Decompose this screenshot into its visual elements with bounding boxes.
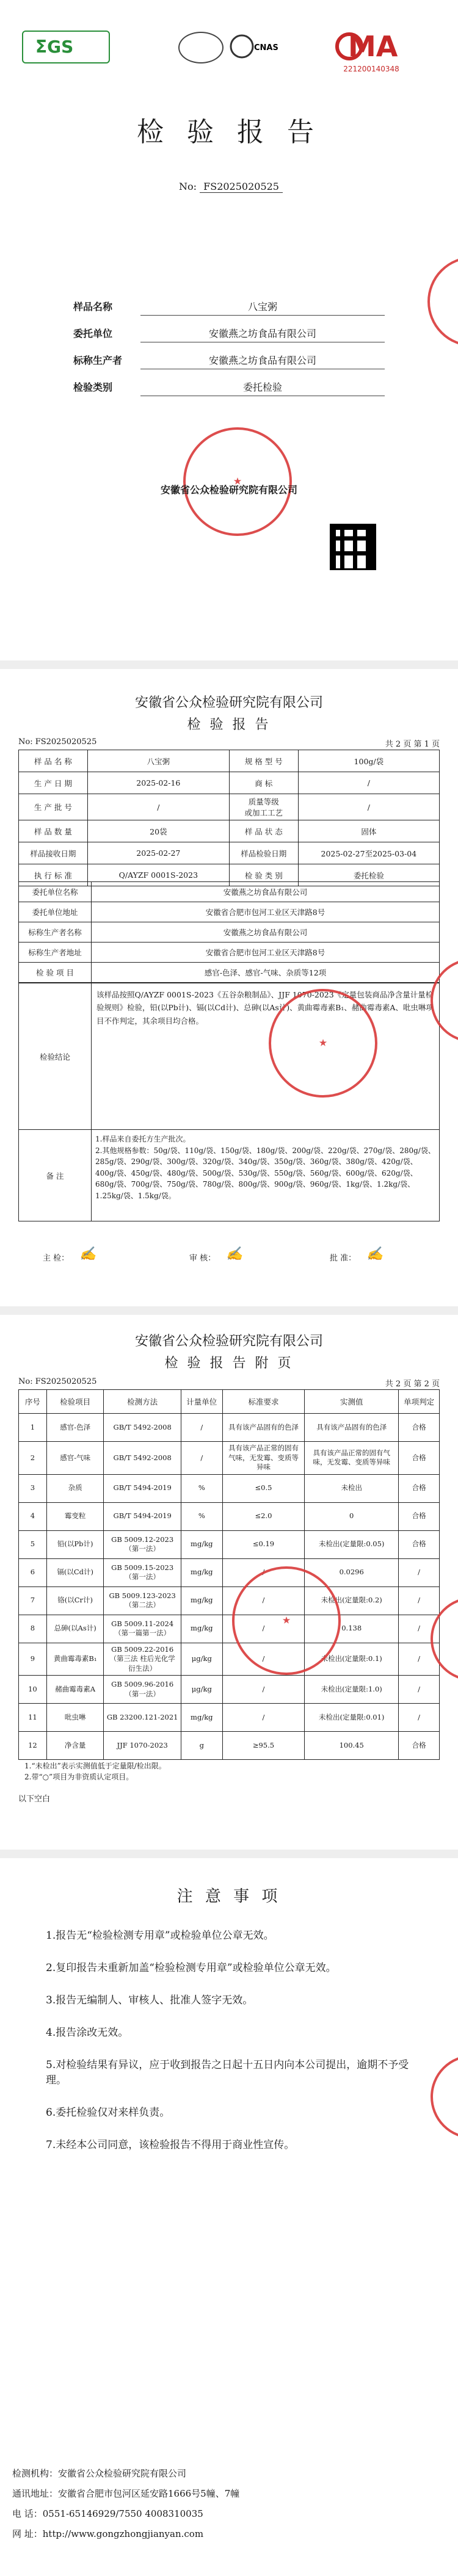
- edge-seal-cover: [427, 256, 458, 347]
- table-row: [19, 882, 440, 902]
- table-cell: 合格: [399, 1414, 440, 1442]
- cover-institute: 安徽省公众检验研究院有限公司: [160, 484, 297, 496]
- table-cell: 合格: [399, 1530, 440, 1558]
- cma-logo: [335, 28, 408, 72]
- appendix-institute: 安徽省公众检验研究院有限公司: [134, 1334, 323, 1349]
- table-row: [19, 1615, 440, 1643]
- field-value: 安徽省合肥市包河工业区天津路8号: [92, 902, 440, 922]
- appendix-page: [0, 1316, 458, 1847]
- table-cell: GB 5009.11-2024（第一篇第一法）: [104, 1615, 181, 1643]
- table-cell: GB/T 5492-2008: [104, 1442, 181, 1475]
- table-cell: /: [399, 1558, 440, 1586]
- table-cell: 6: [19, 1558, 47, 1586]
- table-cell: 5: [19, 1530, 47, 1558]
- appendix-footnotes: 1.“未检出”表示实测值低于定量限/检出限。 2.带“○”项目为非资质认定项目。: [24, 1762, 166, 1781]
- table-row: [19, 963, 440, 983]
- field-label: 商 标: [229, 772, 298, 794]
- table-cell: %: [181, 1474, 222, 1502]
- appendix-title: 检 验 报 告 附 页: [164, 1356, 294, 1371]
- table-cell: 11: [19, 1704, 47, 1732]
- field-label: 委托单位名称: [19, 882, 92, 902]
- field-value: 委托检验: [298, 864, 439, 886]
- table-cell: GB 5009.96-2016（第一法）: [104, 1676, 181, 1704]
- table-cell: mg/kg: [181, 1558, 222, 1586]
- table-cell: /: [399, 1615, 440, 1643]
- table-row: [19, 1676, 440, 1704]
- report-no: No: FS2025020525: [18, 737, 97, 747]
- table-cell: 3: [19, 1474, 47, 1502]
- table-cell: GB/T 5494-2019: [104, 1502, 181, 1530]
- table-cell: mg/kg: [181, 1530, 222, 1558]
- cnas-logo: [230, 32, 278, 61]
- table-cell: /: [399, 1586, 440, 1615]
- table-cell: 未检出(定量限:1.0): [305, 1676, 399, 1704]
- table-cell: /: [222, 1586, 304, 1615]
- table-cell: ≤2.0: [222, 1502, 304, 1530]
- field-value: 安徽燕之坊食品有限公司: [92, 922, 440, 942]
- table-row: [19, 1558, 440, 1586]
- report-pages: 共 2 页 第 1 页: [385, 740, 440, 749]
- table-cell: ≤0.19: [222, 1530, 304, 1558]
- field-value: 100g/袋: [298, 750, 439, 772]
- table-cell: GB 23200.121-2021: [104, 1704, 181, 1732]
- table-cell: 0.0296: [305, 1558, 399, 1586]
- table-cell: 12: [19, 1732, 47, 1760]
- table-cell: 杂质: [46, 1474, 104, 1502]
- table-cell: GB 5009.22-2016（第三法 柱后光化学衍生法）: [104, 1643, 181, 1676]
- table-cell: ≥95.5: [222, 1732, 304, 1760]
- table-cell: 10: [19, 1676, 47, 1704]
- sign-reviewer: ✍: [226, 1246, 243, 1262]
- field-label: 标称生产者名称: [19, 922, 92, 942]
- table-cell: 感官-气味: [46, 1442, 104, 1475]
- report-seal: ★: [269, 989, 377, 1098]
- table-cell: 总砷(以As计): [46, 1615, 104, 1643]
- field-label: 质量等级 或加工工艺: [229, 794, 298, 820]
- svg-text:CNAS: CNAS: [254, 43, 278, 52]
- notice-item: 3.报告无编制人、审核人、批准人签字无效。: [46, 1994, 253, 2006]
- table-cell: 赭曲霉毒素A: [46, 1676, 104, 1704]
- table-cell: /: [222, 1558, 304, 1586]
- contact-block: [12, 2464, 239, 2544]
- notice-item: 4.报告涂改无效。: [46, 2027, 129, 2039]
- field-value: /: [87, 794, 229, 820]
- table-cell: 100.45: [305, 1732, 399, 1760]
- table-cell: mg/kg: [181, 1615, 222, 1643]
- appendix-seal: ★: [232, 1566, 341, 1675]
- appendix-pages: 共 2 页 第 2 页: [385, 1380, 440, 1389]
- field-value: 固体: [298, 820, 439, 842]
- contact-website[interactable]: 网 址：http://www.gongzhongjianyan.com: [12, 2528, 204, 2539]
- sign-inspector: ✍: [79, 1246, 96, 1262]
- table-row: [19, 1502, 440, 1530]
- page-separator: [0, 660, 458, 669]
- cover-title: 检 验 报 告: [137, 117, 321, 148]
- table-cell: 具有该产品固有的色泽: [222, 1414, 304, 1442]
- field-value: 20袋: [87, 820, 229, 842]
- table-row: [19, 772, 440, 794]
- table-cell: /: [222, 1615, 304, 1643]
- field-label: 检 验 类 别: [229, 864, 298, 886]
- institute-logo-icon: [23, 32, 109, 62]
- field-label: 样品接收日期: [19, 842, 88, 864]
- table-row: [19, 842, 440, 864]
- field-label: 样品检验日期: [229, 842, 298, 864]
- report-conclusion-table: [18, 983, 440, 1221]
- table-cell: 未检出: [305, 1474, 399, 1502]
- table-row: [19, 1643, 440, 1676]
- table-cell: JJF 1070-2023: [104, 1732, 181, 1760]
- table-cell: 感官-色泽: [46, 1414, 104, 1442]
- table-cell: μg/kg: [181, 1643, 222, 1676]
- institute-logo: [22, 31, 110, 63]
- notice-item: 1.报告无“检验检测专用章”或检验单位公章无效。: [46, 1930, 274, 1942]
- notice-item: 6.委托检验仅对来样负责。: [46, 2107, 170, 2119]
- report-basic-table: [18, 750, 440, 886]
- contact-institute: 检测机构：安徽省公众检验研究院有限公司: [12, 2468, 187, 2479]
- column-header: 单项判定: [399, 1390, 440, 1414]
- notice-item: 5.对检验结果有异议，应于收到报告之日起十五日内向本公司提出，逾期不予受理。: [46, 2059, 409, 2086]
- field-value: 2025-02-27: [87, 842, 229, 864]
- table-cell: 8: [19, 1615, 47, 1643]
- table-cell: 合格: [399, 1732, 440, 1760]
- field-label: 标称生产者地址: [19, 942, 92, 963]
- sign-reviewer-label: 审 核：: [189, 1254, 216, 1263]
- notice-title: 注 意 事 项: [176, 1887, 282, 1906]
- table-row: [19, 1586, 440, 1615]
- qr-code: [330, 524, 376, 570]
- table-cell: 7: [19, 1586, 47, 1615]
- table-cell: 镉(以Cd计): [46, 1558, 104, 1586]
- report-page-1: [0, 671, 458, 1306]
- table-cell: 具有该产品正常的固有气味，无发霉、变质等异味: [222, 1442, 304, 1475]
- table-cell: /: [222, 1704, 304, 1732]
- table-cell: 霉变粒: [46, 1502, 104, 1530]
- table-row: [19, 902, 440, 922]
- field-label: 执 行 标 准: [19, 864, 88, 886]
- table-cell: /: [222, 1676, 304, 1704]
- column-header: 序号: [19, 1390, 47, 1414]
- field-value: 安徽省合肥市包河工业区天津路8号: [92, 942, 440, 963]
- contact-phone: 电 话：0551-65146929/7550 4008310035: [12, 2508, 203, 2519]
- sign-inspector-label: 主 检：: [43, 1254, 70, 1263]
- cover-page: ΣGS CNAS MA 221200140348 检 验 报 告 No: FS2025020525 样品名称 八宝粥 委托单位 安徽燕之坊食品有限公司 标称生产者 安徽燕之坊食品有限公司 检验类别 委托检验 ★ 安徽省公众检验研究院有限公司: [0, 0, 458, 659]
- field-label: 生 产 日 期: [19, 772, 88, 794]
- column-header: 计量单位: [181, 1390, 222, 1414]
- page-separator: [0, 1850, 458, 1858]
- sign-approver: ✍: [366, 1246, 383, 1262]
- appendix-table: [18, 1389, 440, 1760]
- table-cell: 黄曲霉毒素B₁: [46, 1643, 104, 1676]
- edge-seal-notice: [431, 2055, 458, 2139]
- table-row: [19, 750, 440, 772]
- table-cell: 未检出(定量限:0.1): [305, 1643, 399, 1676]
- table-cell: 0: [305, 1502, 399, 1530]
- table-cell: 净含量: [46, 1732, 104, 1760]
- table-cell: /: [399, 1704, 440, 1732]
- table-cell: GB 5009.12-2023（第一法）: [104, 1530, 181, 1558]
- table-cell: μg/kg: [181, 1676, 222, 1704]
- table-cell: /: [399, 1676, 440, 1704]
- table-cell: 合格: [399, 1474, 440, 1502]
- table-cell: 具有该产品固有的色泽: [305, 1414, 399, 1442]
- field-value: Q/AYZF 0001S-2023: [87, 864, 229, 886]
- table-row: [19, 922, 440, 942]
- appendix-end-text: 以下空白: [18, 1795, 51, 1804]
- appendix-no: No: FS2025020525: [18, 1377, 97, 1386]
- table-cell: /: [181, 1414, 222, 1442]
- table-cell: g: [181, 1732, 222, 1760]
- column-header: 标准要求: [222, 1390, 304, 1414]
- field-label: 委托单位地址: [19, 902, 92, 922]
- report-number: No: FS2025020525: [179, 181, 283, 192]
- column-header: 实测值: [305, 1390, 399, 1414]
- field-label: 规 格 型 号: [229, 750, 298, 772]
- ilac-mra-logo: [178, 32, 224, 63]
- cma-code: 221200140348: [343, 65, 399, 73]
- sign-approver-label: 批 准：: [330, 1254, 357, 1263]
- table-header-row: [19, 1390, 440, 1414]
- field-label: 样 品 数 量: [19, 820, 88, 842]
- conclusion-label: 检验结论: [19, 983, 92, 1130]
- svg-text:ΣGS: ΣGS: [35, 37, 74, 57]
- svg-text:MA: MA: [348, 30, 398, 62]
- table-cell: mg/kg: [181, 1586, 222, 1615]
- table-cell: /: [222, 1643, 304, 1676]
- field-value: /: [298, 794, 439, 820]
- table-cell: GB 5009.123-2023（第二法）: [104, 1586, 181, 1615]
- field-value: 感官-色泽、感官-气味、杂质等12项: [92, 963, 440, 983]
- table-cell: 合格: [399, 1442, 440, 1475]
- notice-page: [0, 1859, 458, 2576]
- conclusion-text: 该样品按照Q/AYZF 0001S-2023《五谷杂粮制品》、JJF 1070-2023《定量包装商品净含量计量检验规则》检验，铅(以Pb计)、镉(以Cd计)、总砷(以As计)、黄曲霉毒素B₁、赭曲霉毒素A、吡虫啉项目不作判定，其余项目均合格。: [92, 983, 440, 1130]
- table-row: [19, 1732, 440, 1760]
- page-separator: [0, 1306, 458, 1315]
- table-row: [19, 1530, 440, 1558]
- notice-item: 2.复印报告未重新加盖“检验检测专用章”或检验单位公章无效。: [46, 1962, 336, 1974]
- report-title: 检 验 报 告: [187, 717, 271, 733]
- table-cell: 未检出(定量限:0.2): [305, 1586, 399, 1615]
- table-row: [19, 1704, 440, 1732]
- table-row: [19, 794, 440, 820]
- table-cell: GB/T 5492-2008: [104, 1414, 181, 1442]
- remark-text: 1.样品来自委托方生产批次。 2.其他规格参数：50g/袋、110g/袋、150g/袋、180g/袋、200g/袋、220g/袋、270g/袋、280g/袋、285g/袋、290g/袋、300g/袋、320g/袋、340g/袋、350g/袋、360g/袋、380g/袋、420g/袋、400g/袋、450g/袋、480g/袋、500g/袋、530g/袋、550g/袋、560g/袋、600g/袋、620g/袋、680g/袋、700g/袋、750g/袋、780g/袋、800g/袋、900g/袋、960g/袋、1kg/袋、1.2kg/袋、1.25kg/袋、1.5kg/袋。: [92, 1130, 440, 1221]
- contact-address: 通讯地址：安徽省合肥市包河区延安路1666号5幢、7幢: [12, 2488, 240, 2499]
- table-cell: 4: [19, 1502, 47, 1530]
- field-value: 2025-02-16: [87, 772, 229, 794]
- table-row: [19, 1442, 440, 1475]
- report-institute: 安徽省公众检验研究院有限公司: [134, 695, 323, 711]
- field-label: 生 产 批 号: [19, 794, 88, 820]
- table-cell: 铬(以Cr计): [46, 1586, 104, 1615]
- table-cell: /: [399, 1643, 440, 1676]
- field-label: 样 品 状 态: [229, 820, 298, 842]
- table-cell: 未检出(定量限:0.05): [305, 1530, 399, 1558]
- notice-item: 7.未经本公司同意，该检验报告不得用于商业性宣传。: [46, 2139, 295, 2151]
- table-cell: GB 5009.15-2023（第一法）: [104, 1558, 181, 1586]
- table-cell: 未检出(定量限:0.01): [305, 1704, 399, 1732]
- field-label: 样 品 名 称: [19, 750, 88, 772]
- field-label: 检 验 项 目: [19, 963, 92, 983]
- table-cell: GB/T 5494-2019: [104, 1474, 181, 1502]
- table-cell: mg/kg: [181, 1704, 222, 1732]
- table-cell: /: [181, 1442, 222, 1475]
- table-cell: 铅(以Pb计): [46, 1530, 104, 1558]
- notice-list: [46, 1927, 424, 2168]
- field-value: 2025-02-27至2025-03-04: [298, 842, 439, 864]
- table-row: [19, 820, 440, 842]
- table-cell: 具有该产品正常的固有气味，无发霉、变质等异味: [305, 1442, 399, 1475]
- table-cell: 2: [19, 1442, 47, 1475]
- table-cell: 吡虫啉: [46, 1704, 104, 1732]
- table-row: [19, 1474, 440, 1502]
- table-row: [19, 1414, 440, 1442]
- field-value: /: [298, 772, 439, 794]
- column-header: 检测方法: [104, 1390, 181, 1414]
- table-row: [19, 942, 440, 963]
- cover-seal: ★: [183, 427, 292, 536]
- column-header: 检验项目: [46, 1390, 104, 1414]
- table-cell: 0.138: [305, 1615, 399, 1643]
- field-value: 安徽燕之坊食品有限公司: [92, 882, 440, 902]
- table-cell: 9: [19, 1643, 47, 1676]
- remark-label: 备 注: [19, 1130, 92, 1221]
- field-value: 八宝粥: [87, 750, 229, 772]
- report-client-table: [18, 881, 440, 983]
- table-cell: 1: [19, 1414, 47, 1442]
- table-cell: 合格: [399, 1502, 440, 1530]
- table-cell: ≤0.5: [222, 1474, 304, 1502]
- table-cell: %: [181, 1502, 222, 1530]
